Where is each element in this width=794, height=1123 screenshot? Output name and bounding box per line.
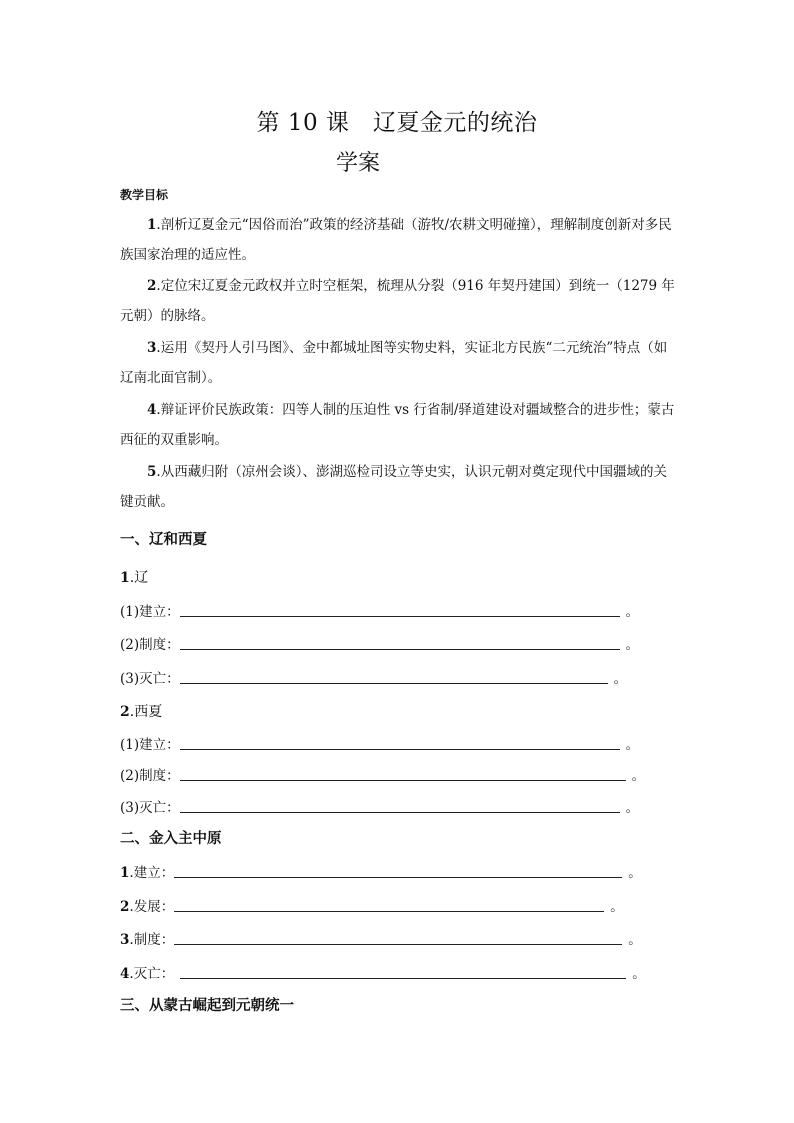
fill-line-xixia-fall: (3)灭亡： 。: [120, 800, 640, 816]
fill-line-jin-founding: 1.建立： 。: [120, 865, 642, 881]
objective-item: 4.辩证评价民族政策：四等人制的压迫性 vs 行省制/驿道建设对疆域整合的进步性；蒙古西征的双重影响。: [120, 402, 675, 448]
lesson-title: 第 10 课 辽夏金元的统治: [256, 110, 538, 136]
fill-line-jin-fall: 4.灭亡： 。: [120, 966, 646, 982]
answer-blank[interactable]: [180, 669, 608, 684]
answer-blank[interactable]: [180, 798, 620, 813]
subsection-heading-xixia: 2.西夏: [120, 704, 163, 720]
answer-blank[interactable]: [174, 897, 604, 912]
fill-line-xixia-system: (2)制度： 。: [120, 768, 646, 784]
fill-line-liao-founding: (1)建立： 。: [120, 604, 640, 620]
lesson-subtitle: 学案: [336, 151, 381, 176]
fill-line-liao-fall: (3)灭亡： 。: [120, 671, 628, 687]
answer-blank[interactable]: [180, 964, 626, 979]
fill-line-xixia-founding: (1)建立： 。: [120, 737, 640, 753]
fill-line-jin-development: 2.发展： 。: [120, 899, 624, 915]
section-heading-liao-xixia: 一、辽和西夏: [120, 532, 207, 548]
section-heading-mongol-yuan: 三、从蒙古崛起到元朝统一: [120, 998, 294, 1014]
subsection-heading-liao: 1.辽: [120, 570, 149, 586]
answer-blank[interactable]: [174, 930, 622, 945]
objectives-heading: 教学目标: [120, 188, 169, 202]
answer-blank[interactable]: [180, 635, 620, 650]
objective-item: 3.运用《契丹人引马图》、金中都城址图等实物史料，实证北方民族“二元统治”特点（如辽南北面官制）。: [120, 340, 668, 386]
answer-blank[interactable]: [180, 735, 620, 750]
objective-item: 1.剖析辽夏金元“因俗而治”政策的经济基础（游牧/农耕文明碰撞），理解制度创新对多民族国家治理的适应性。: [120, 217, 672, 263]
fill-line-jin-system: 3.制度： 。: [120, 932, 642, 948]
objective-item: 5.从西藏归附（凉州会谈）、澎湖巡检司设立等史实，认识元朝对奠定现代中国疆域的关键贡献。: [120, 464, 667, 510]
section-heading-jin: 二、金入主中原: [120, 831, 222, 847]
answer-blank[interactable]: [174, 863, 622, 878]
answer-blank[interactable]: [180, 602, 620, 617]
fill-line-liao-system: (2)制度： 。: [120, 637, 640, 653]
answer-blank[interactable]: [180, 766, 626, 781]
objective-item: 2.定位宋辽夏金元政权并立时空框架，梳理从分裂（916 年契丹建国）到统一（1279 年元朝）的脉络。: [120, 278, 675, 324]
